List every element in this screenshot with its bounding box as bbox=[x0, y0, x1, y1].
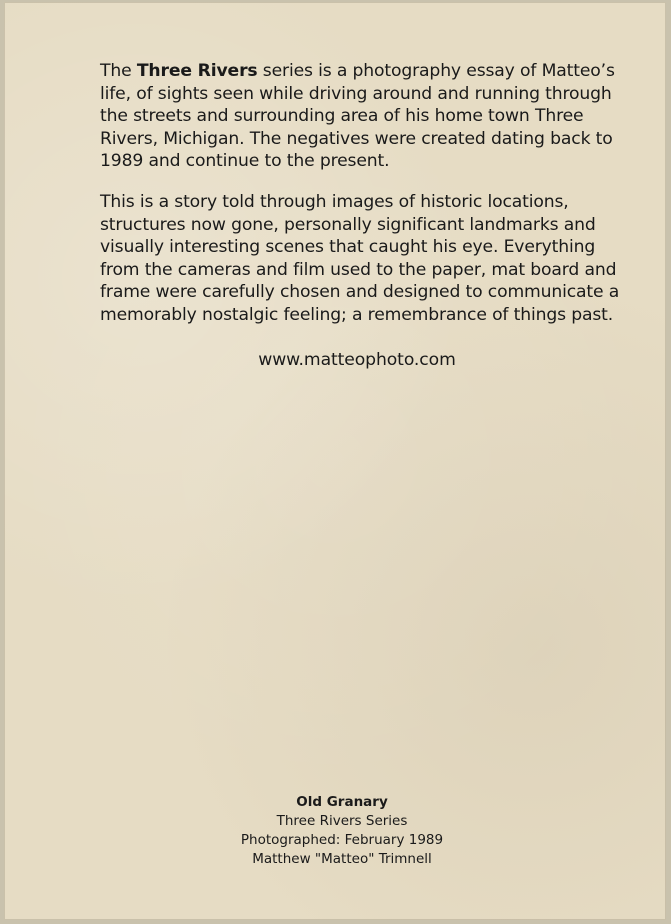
story-paragraph: This is a story told through images of historic locations, structures now gone, personally significant landmarks and visually interesting scenes that caught his eye. Everything from the cameras and film used to the paper, mat board and frame were carefully chosen and designed to communicate a memorably nostalgic feeling; a remembrance of things past. bbox=[100, 192, 620, 325]
intro-prefix: The bbox=[100, 61, 137, 81]
website-url: www.matteophoto.com bbox=[258, 350, 456, 370]
artist-name: Matthew "Matteo" Trimnell bbox=[252, 851, 432, 867]
series-name: Three Rivers bbox=[136, 61, 258, 81]
photographed-date: Photographed: February 1989 bbox=[240, 832, 444, 848]
photo-caption bbox=[4, 793, 671, 869]
intro-paragraph bbox=[100, 60, 620, 173]
intro-body: series is a photography essay of Matteo’s life, of sights seen while driving around and running through the streets and surrounding area of his home town Three Rivers, Michigan. The negatives were created dating back to 1989 and continue to the present. bbox=[100, 61, 615, 172]
series-line: Three Rivers Series bbox=[276, 813, 408, 829]
info-card bbox=[4, 2, 666, 920]
photo-title: Old Granary bbox=[296, 794, 388, 810]
